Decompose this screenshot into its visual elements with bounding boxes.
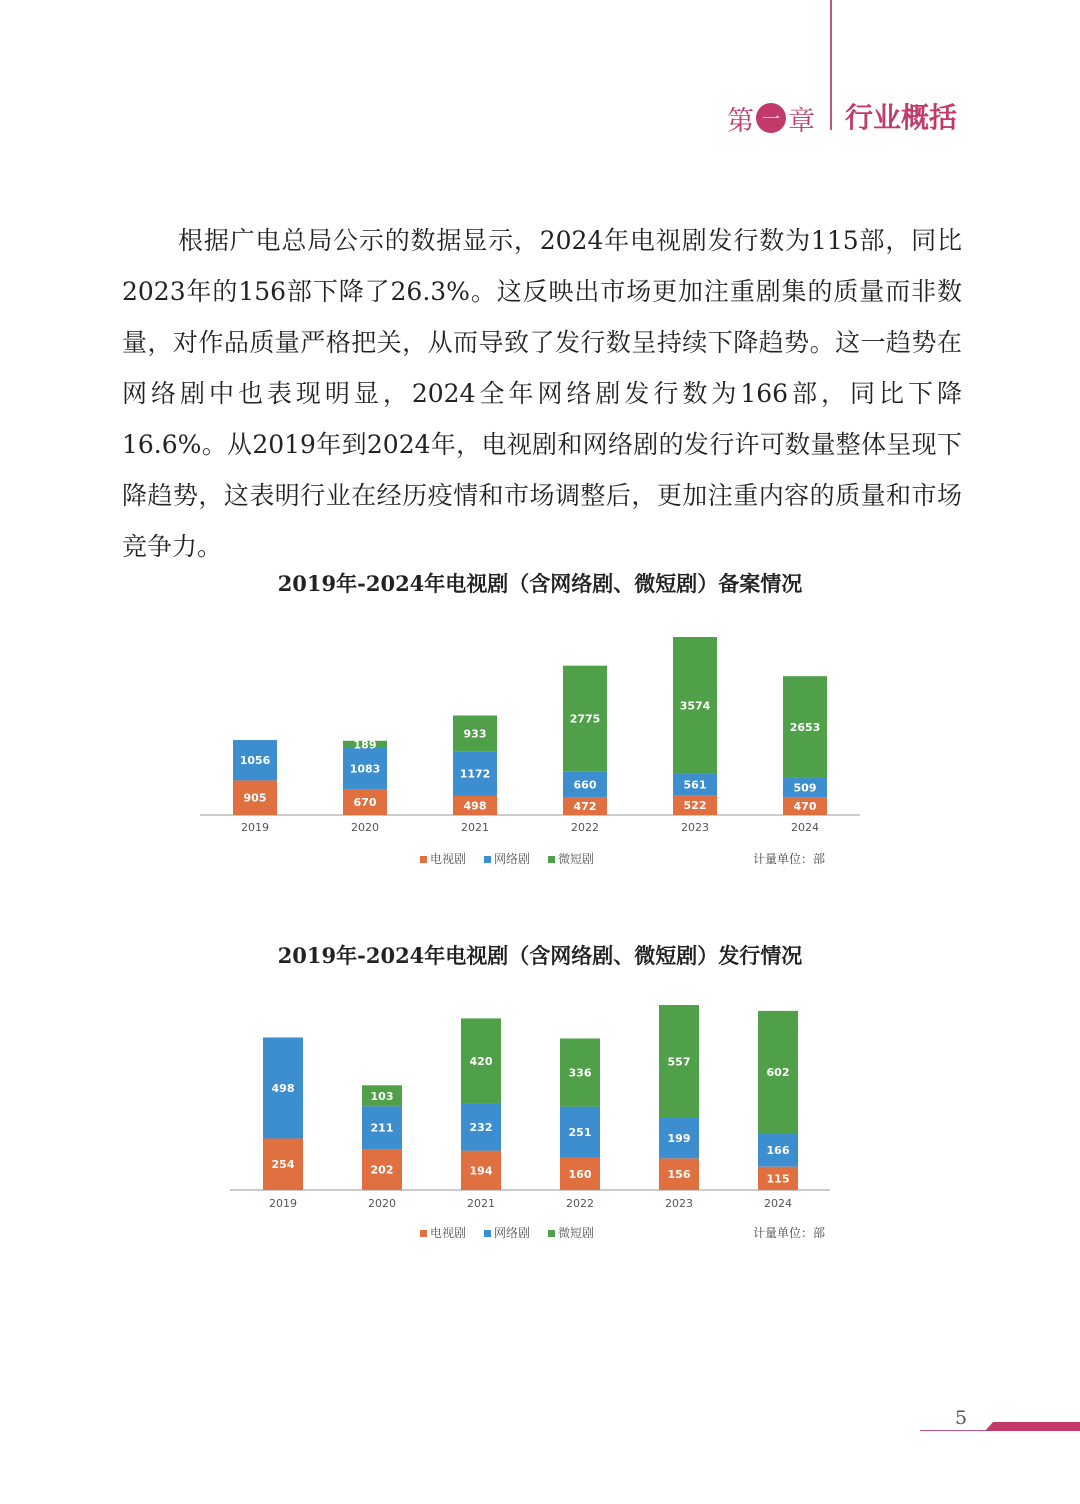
chart-filing [200, 605, 860, 875]
bar-value-label: 1083 [349, 762, 381, 776]
bar-value-label: 420 [469, 1054, 493, 1068]
bar-value-label: 251 [568, 1126, 592, 1140]
x-tick-label: 2021 [467, 1197, 495, 1210]
chapter-prefix: 第 [727, 105, 754, 137]
bar-value-label: 660 [573, 778, 597, 792]
legend-label: 微短剧 [558, 1226, 595, 1240]
legend-label: 微短剧 [558, 852, 595, 866]
chart-release [230, 985, 830, 1245]
chart-svg [230, 985, 830, 1245]
legend-swatch [548, 1230, 555, 1237]
section-title: 行业概括 [845, 101, 958, 134]
x-tick-label: 2019 [269, 1197, 297, 1210]
legend-swatch [484, 856, 491, 863]
legend-label: 网络剧 [494, 852, 531, 866]
bar-value-label: 254 [271, 1158, 295, 1172]
x-tick-label: 2023 [665, 1197, 693, 1210]
legend-swatch [484, 1230, 491, 1237]
bar-value-label: 933 [463, 727, 487, 741]
legend-label: 电视剧 [430, 1226, 467, 1240]
legend-label: 电视剧 [430, 852, 467, 866]
unit-note: 计量单位：部 [753, 852, 826, 866]
legend-label: 网络剧 [494, 1226, 531, 1240]
bar-value-label: 2653 [789, 720, 821, 734]
bar-value-label: 115 [766, 1172, 790, 1186]
chart-svg [200, 605, 860, 875]
bar-value-label: 232 [469, 1121, 493, 1135]
bar-value-label: 2775 [569, 712, 601, 726]
legend-swatch [548, 856, 555, 863]
bar-value-label: 472 [573, 799, 597, 813]
bar-value-label: 1056 [239, 754, 271, 768]
bar-value-label: 498 [463, 799, 487, 813]
x-tick-label: 2020 [351, 821, 379, 834]
x-tick-label: 2024 [764, 1197, 792, 1210]
x-tick-label: 2024 [791, 821, 819, 834]
footer-accent-bar [985, 1422, 1080, 1431]
legend-swatch [420, 856, 427, 863]
page-header [0, 0, 1080, 180]
x-tick-label: 2022 [571, 821, 599, 834]
x-tick-label: 2023 [681, 821, 709, 834]
x-tick-label: 2019 [241, 821, 269, 834]
bar-value-label: 498 [271, 1081, 295, 1095]
bar-value-label: 336 [568, 1066, 592, 1080]
bar-value-label: 199 [667, 1132, 691, 1146]
bar-value-label: 166 [766, 1143, 790, 1157]
bar-value-label: 194 [469, 1164, 493, 1178]
bar-value-label: 160 [568, 1167, 592, 1181]
bar-value-label: 557 [667, 1055, 691, 1069]
x-tick-label: 2020 [368, 1197, 396, 1210]
bar-value-label: 602 [766, 1065, 790, 1079]
bar-value-label: 211 [370, 1121, 394, 1135]
bar-value-label: 3574 [679, 699, 711, 713]
bar-value-label: 509 [793, 781, 817, 795]
bar-value-label: 470 [793, 800, 817, 814]
x-tick-label: 2021 [461, 821, 489, 834]
chart-2-title: 2019年-2024年电视剧（含网络剧、微短剧）发行情况 [277, 943, 803, 968]
chapter-suffix: 章 [788, 105, 815, 137]
x-tick-label: 2022 [566, 1197, 594, 1210]
bar-value-label: 189 [353, 738, 377, 752]
bar-value-label: 156 [667, 1168, 691, 1182]
bar-value-label: 670 [353, 796, 377, 810]
chapter-label [727, 98, 815, 138]
unit-note: 计量单位：部 [753, 1226, 826, 1240]
body-paragraph: 根据广电总局公示的数据显示，2024年电视剧发行数为115部，同比2023年的156部下降了26.3%。这反映出市场更加注重剧集的质量而非数量，对作品质量严格把关，从而导致了发行数呈持续下降趋势。这一趋势在网络剧中也表现明显，2024全年网络剧发行数为166部，同比下降16.6%。从2019年到2024年，电视剧和网络剧的发行许可数量整体呈现下降趋势，这表明行业在经历疫情和市场调整后，更加注重内容的质量和市场竞争力。 [122, 226, 962, 561]
bar-value-label: 202 [370, 1163, 394, 1177]
legend-swatch [420, 1230, 427, 1237]
bar-value-label: 103 [370, 1089, 394, 1103]
bar-value-label: 905 [243, 791, 267, 805]
chapter-number-badge: 一 [756, 103, 786, 133]
bar-value-label: 522 [683, 799, 707, 813]
page-number: 5 [955, 1407, 968, 1429]
chart-1-title: 2019年-2024年电视剧（含网络剧、微短剧）备案情况 [277, 571, 803, 596]
bar-value-label: 561 [683, 778, 707, 792]
bar-value-label: 1172 [459, 767, 491, 781]
header-divider [830, 0, 832, 130]
